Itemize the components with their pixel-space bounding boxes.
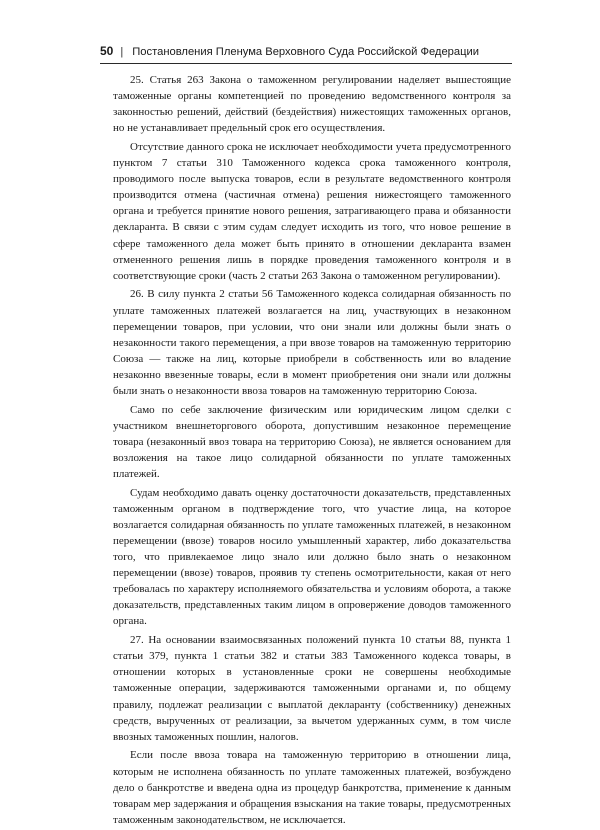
paragraph-26: 26. В силу пункта 2 статьи 56 Таможенного кодекса солидарная обязанность по уплате таможенных платежей возлагается на лиц, участвующих в незаконном перемещении товаров, при условии, что они знали или должны были знать о незаконности такого перемещения, а при ввозе товаров на таможенную территорию Союза — также на лиц, которые приобрели в собственность или во владение незаконно ввезенные товары, если в момент приобретения они знали или должны были знать о незаконности ввоза товаров на таможенную территорию Союза. — [113, 288, 511, 397]
running-header — [100, 44, 512, 58]
body-text — [113, 72, 511, 830]
paragraph-27: 27. На основании взаимосвязанных положений пункта 10 статьи 88, пункта 1 статьи 379, пункта 1 статьи 382 и статьи 383 Таможенного кодекса товары, в отношении которых в установленные сроки не совершены необходимые таможенные операции, задерживаются таможенными органами и, по общему правилу, подлежат реализации с выплатой декларанту (собственнику) денежных средств, вырученных от реализации, за вычетом удержанных сумм, в том числе ввозных таможенных пошлин, налогов. — [113, 634, 511, 743]
page-number: 50 — [100, 44, 114, 58]
paragraph: Само по себе заключение физическим или юридическим лицом сделки с участником внешнеторгового оборота, допустившим незаконное перемещение товара (незаконный ввоз товара на территорию Союза), не является основанием для возложения на такое лицо солидарной обязанности по уплате таможенных платежей. — [113, 403, 511, 481]
header-separator: | — [120, 46, 124, 58]
header-title: Постановления Пленума Верховного Суда Российской Федерации — [132, 46, 480, 58]
paragraph-25: 25. Статья 263 Закона о таможенном регулировании наделяет вышестоящие таможенные органы компетенцией по проведению ведомственного контроля за законностью решений, действий (бездействия) нижестоящих таможенных органов, но не устанавливает предельный срок его осуществления. — [113, 74, 511, 135]
paragraph: Судам необходимо давать оценку достаточности доказательств, представленных таможенным органом в подтверждение того, что участие лица, на которое возлагается солидарная обязанность по уплате таможенных платежей, в незаконном перемещении (ввозе) товаров носило умышленный характер, либо доказательства того, что привлекаемое лицо знало или должно было знать о незаконном перемещении (ввозе) товаров, проявив ту степень осмотрительности, какая от него требовалась по характеру исполняемого обязательства и условиям оборота, а также доказательств, представленных таким лицом в опровержение доводов таможенного органа. — [113, 486, 511, 628]
paragraph: Если после ввоза товара на таможенную территорию в отношении лица, которым не исполнена обязанность по уплате таможенных платежей, возбуждено дело о банкротстве и введена одна из процедур банкротства, применение к данным товарам мер задержания и обращения взыскания на такие товары, предусмотренных таможенным законодательством, не исключается. — [113, 749, 511, 826]
header-rule — [100, 63, 512, 64]
paragraph: Отсутствие данного срока не исключает необходимости учета предусмотренного пунктом 7 статьи 310 Таможенного кодекса срока таможенного контроля, проводимого после выпуска товаров, если в результате ведомственного контроля производится отмена (частичная отмена) решения нижестоящего таможенного органа и требуется принятие нового решения, затрагивающего права и обязанности декларанта. В связи с этим судам следует исходить из того, что новое решение в сфере таможенного дела может быть принято в отношении декларанта взамен отмененного решения лишь в порядке проведения таможенного контроля и в соответствующие сроки (часть 2 статьи 263 Закона о таможенном регулировании). — [113, 140, 511, 282]
